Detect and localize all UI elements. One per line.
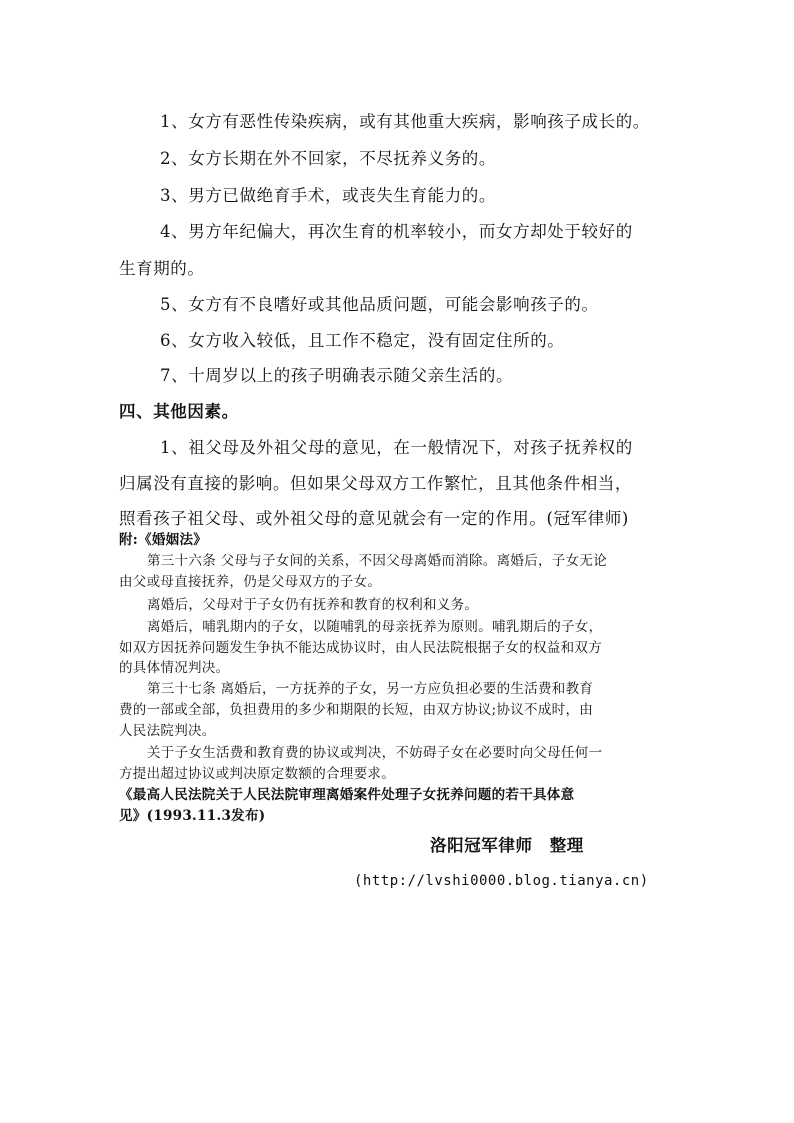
item-4: 4、男方年纪偏大，再次生育的机率较小，而女方却处于较好的 [160, 222, 633, 241]
appendix-line: 方提出超过协议或判决原定数额的合理要求。 [119, 766, 395, 782]
section4-line-2: 归属没有直接的影响。但如果父母双方工作繁忙，且其他条件相当， [119, 474, 632, 493]
item-1: 1、女方有恶性传染疾病，或有其他重大疾病，影响孩子成长的。 [160, 112, 650, 131]
section4-line-3: 照看孩子祖父母、或外祖父母的意见就会有一定的作用。(冠军律师) [119, 509, 629, 528]
item-3: 3、男方已做绝育手术，或丧失生育能力的。 [160, 186, 496, 205]
appendix-line: 如双方因抚养问题发生争执不能达成协议时，由人民法院根据子女的权益和双方 [119, 640, 602, 656]
item-2: 2、女方长期在外不回家，不尽抚养义务的。 [160, 149, 496, 168]
appendix-line: 离婚后，哺乳期内的子女，以随哺乳的母亲抚养为原则。哺乳期后的子女， [147, 619, 603, 635]
appendix-line: 人民法院判决。 [119, 723, 216, 739]
appendix-heading: 附:《婚姻法》 [119, 532, 208, 548]
section4-heading: 四、其他因素。 [119, 402, 239, 421]
signature: 洛阳冠军律师 整理 [430, 836, 584, 855]
appendix-line: 第三十七条 离婚后，一方抚养的子女，另一方应负担必要的生活费和教育 [147, 681, 594, 697]
appendix-line: 的具体情况判决。 [119, 660, 230, 676]
reference-title-continued: 见》(1993.11.3发布) [119, 808, 266, 824]
appendix-line: 第三十六条 父母与子女间的关系，不因父母离婚而消除。离婚后，子女无论 [147, 553, 607, 569]
section4-line-1: 1、祖父母及外祖父母的意见，在一般情况下，对孩子抚养权的 [160, 438, 633, 457]
appendix-line: 关于子女生活费和教育费的协议或判决，不妨碍子女在必要时向父母任何一 [147, 745, 603, 761]
blog-url: (http://lvshi0000.blog.tianya.cn) [354, 873, 649, 889]
item-6: 6、女方收入较低，且工作不稳定，没有固定住所的。 [160, 331, 565, 350]
item-7: 7、十周岁以上的孩子明确表示随父亲生活的。 [160, 366, 514, 385]
item-5: 5、女方有不良嗜好或其他品质问题，可能会影响孩子的。 [160, 295, 599, 314]
appendix-line: 离婚后，父母对于子女仍有抚养和教育的权利和义务。 [147, 597, 479, 613]
appendix-line: 费的一部或全部，负担费用的多少和期限的长短，由双方协议;协议不成时，由 [119, 702, 594, 718]
appendix-line: 由父或母直接抚养，仍是父母双方的子女。 [119, 574, 382, 590]
item-4-continued: 生育期的。 [119, 259, 205, 278]
reference-title: 《最高人民法院关于人民法院审理离婚案件处理子女抚养问题的若干具体意 [119, 787, 575, 803]
